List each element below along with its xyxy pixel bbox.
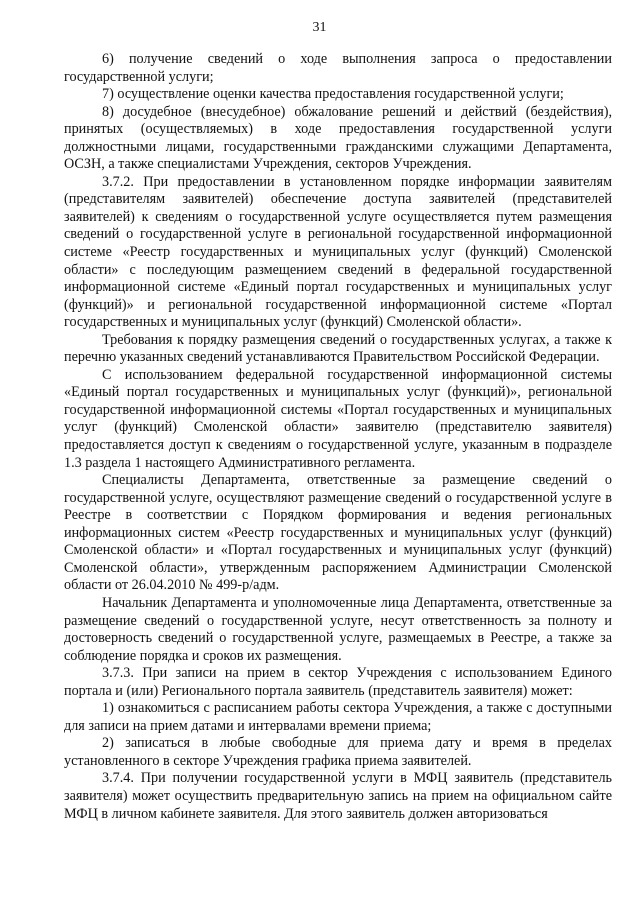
- department-head-paragraph: Начальник Департамента и уполномоченные лица Департамента, ответственные за размещение сведений о государственной услуге, несут ответственность за полноту и достоверность сведений о государственной услуге, размещаемых в Реестре, а также за соблюдение порядка и сроков их размещения.: [64, 594, 612, 664]
- section-3-7-4-paragraph: 3.7.4. При получении государственной услуги в МФЦ заявитель (представитель заявителя) может осуществить предварительную запись на прием на официальном сайте МФЦ в личном кабинете заявителя. Для этого заявитель должен авторизоваться: [64, 770, 612, 822]
- page-number: 31: [312, 20, 327, 35]
- list-item-6-progress-info: 6) получение сведений о ходе выполнения запроса о предоставлении государственной услуги;: [64, 51, 612, 85]
- list-item-8-appeal: 8) досудебное (внесудебное) обжалование решений и действий (бездействия), принятых (осуществляемых) в ходе предоставления государственной услуги должностными лицами, государственными гражданскими служащими Департамента, ОСЗН, а также специалистами Учреждения, секторов Учреждения.: [64, 103, 612, 173]
- section-3-7-2-paragraph: 3.7.2. При предоставлении в установленном порядке информации заявителям (представителям заявителей) обеспечение доступа заявителей (представителей заявителей) к сведениям о государственной услуге осуществляется путем размещения сведений о государственной услуге в региональной государственной информационной системе «Реестр государственных и муниципальных услуг (функций) Смоленской области» с последующим размещением сведений в федеральной государственной информационной системе «Единый портал государственных и муниципальных услуг (функций)» и региональной государственной информационной системе «Портал государственных и муниципальных услуг (функций) Смоленской области».: [64, 173, 612, 331]
- department-specialists-paragraph: Специалисты Департамента, ответственные за размещение сведений о государственной услуге, осуществляют размещение сведений о государственной услуге в Реестре в соответствии с Порядком формирования и ведения региональных информационных систем «Реестр государственных и муниципальных услуг (функций) Смоленской области» и «Портал государственных и муниципальных услуг (функций) Смоленской области», утвержденным распоряжением Администрации Смоленской области от 26.04.2010 № 499-р/адм.: [64, 472, 612, 594]
- page-body: [64, 51, 612, 823]
- requirements-paragraph: Требования к порядку размещения сведений о государственных услугах, а также к перечню указанных сведений устанавливаются Правительством Российской Федерации.: [64, 331, 612, 366]
- list-item-7-quality-assessment: 7) осуществление оценки качества предоставления государственной услуги;: [102, 86, 564, 103]
- portal-access-paragraph: С использованием федеральной государственной информационной системы «Единый портал государственных и муниципальных услуг (функций)», региональной государственной информационной системы «Портал государственных и муниципальных услуг (функций) Смоленской области» заявителю (представителю заявителя) предоставляется доступ к сведениям о государственной услуге, указанным в подразделе 1.3 раздела 1 настоящего Административного регламента.: [64, 366, 612, 471]
- list-item-1-schedule: 1) ознакомиться с расписанием работы сектора Учреждения, а также с доступными для записи на прием датами и интервалами времени приема;: [64, 700, 612, 734]
- section-3-7-3-paragraph: 3.7.3. При записи на прием в сектор Учреждения с использованием Единого портала и (или) Регионального портала заявитель (представитель заявителя) может:: [64, 665, 612, 699]
- list-item-2-appointment: 2) записаться в любые свободные для приема дату и время в пределах установленного в секторе Учреждения графика приема заявителей.: [64, 735, 612, 769]
